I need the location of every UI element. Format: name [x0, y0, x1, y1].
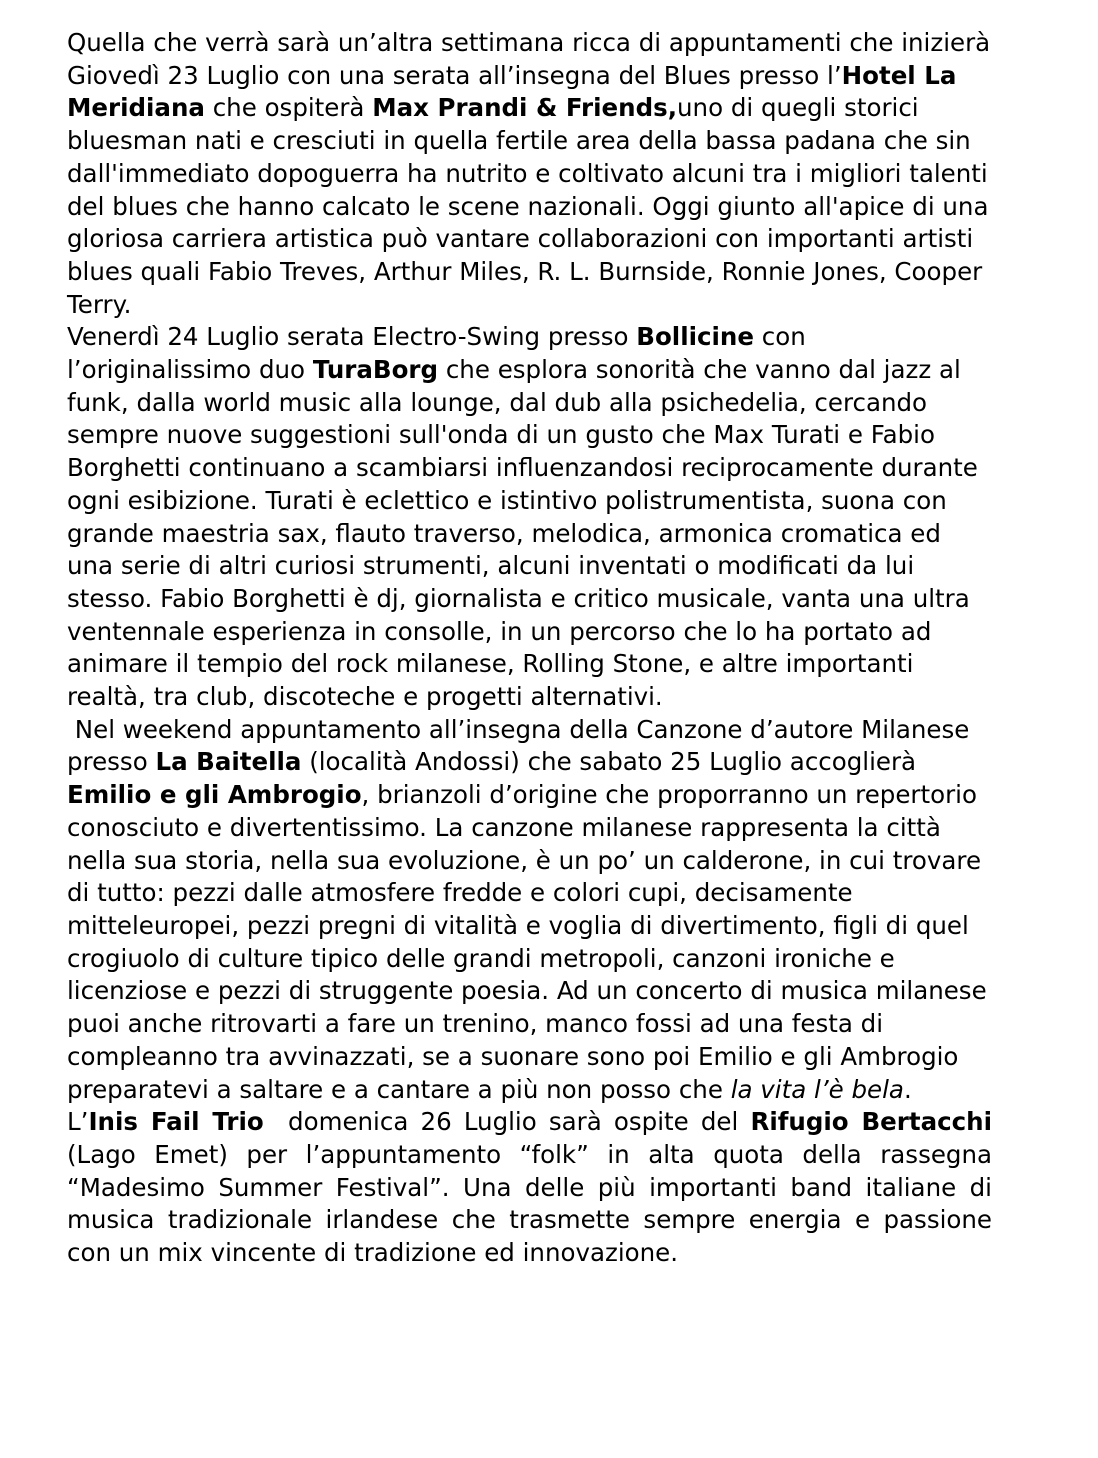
- venue-la-baitella: La Baitella: [155, 747, 302, 777]
- p4-text-1: L’: [67, 1107, 89, 1137]
- p3-text-3: , brianzoli d’origine che proporranno un repertorio conosciuto e divertentissimo. La canzone milanese rappresenta la città nella sua storia, nella sua evoluzione, è un po’ un calderone, in cui trovare di tutto: pezzi dalle atmosfere fredde e colori cupi, decisamente mitteleuropei, pezzi pregni di vitalità e voglia di divertimento, figli di quel crogiuolo di culture tipico delle grandi metropoli, canzoni ironiche e licenziose e pezzi di struggente poesia. Ad un concerto di musica milanese puoi anche ritrovarti a fare un trenino, manco fossi ad una festa di compleanno tra avvinazzati, se a suonare sono poi Emilio e gli Ambrogio preparatevi a saltare e a cantare a più non posso che: [67, 780, 987, 1104]
- p4-text-2: domenica 26 Luglio sarà ospite del: [263, 1107, 751, 1137]
- p2-text-1: Venerdì 24 Luglio serata Electro-Swing presso: [67, 322, 637, 352]
- venue-rifugio-bertacchi: Rifugio Bertacchi: [750, 1107, 992, 1137]
- p2-text-2: con l’originalissimo duo: [67, 322, 806, 385]
- p4-text-3: (Lago Emet) per l’appuntamento “folk” in alta quota della rassegna “Madesimo Summer Festival”. Una delle più importanti band italiane di musica tradizionale irlandese che trasmette sempre energia e passione con un mix vincente di tradizione ed innovazione.: [67, 1139, 992, 1268]
- p1-text-3: uno di quegli storici bluesman nati e cresciuti in quella fertile area della bassa padana che sin dall'immediato dopoguerra ha nutrito e coltivato alcuni tra i migliori talenti del blues che hanno calcato le scene nazionali. Oggi giunto all'apice di una gloriosa carriera artistica può vantare collaborazioni con importanti artisti blues quali Fabio Treves, Arthur Miles, R. L. Burnside, Ronnie Jones, Cooper Terry.: [67, 93, 989, 319]
- venue-hotel-la-meridiana: Hotel La Meridiana: [67, 60, 957, 123]
- paragraph-meridiana: [67, 27, 992, 321]
- artist-turaborg: TuraBorg: [312, 355, 439, 385]
- p3-text-1: Nel weekend appuntamento all’insegna della Canzone d’autore Milanese presso: [67, 714, 970, 777]
- artist-max-prandi: Max Prandi & Friends,: [372, 93, 678, 123]
- article-body: [67, 27, 992, 1270]
- song-quote-la-vita-le-bela: la vita l’è bela: [730, 1074, 904, 1104]
- venue-bollicine: Bollicine: [636, 322, 754, 352]
- paragraph-baitella: [67, 714, 992, 1106]
- p3-text-4: .: [903, 1074, 912, 1104]
- paragraph-bollicine: [67, 321, 992, 713]
- p1-text-2: che ospiterà: [204, 93, 373, 123]
- p3-text-2: (località Andossi) che sabato 25 Luglio accoglierà: [301, 747, 917, 777]
- paragraph-bertacchi: [67, 1106, 992, 1270]
- p2-text-3: che esplora sonorità che vanno dal jazz al funk, dalla world music alla lounge, dal dub alla psichedelia, cercando sempre nuove suggestioni sull'onda di un gusto che Max Turati e Fabio Borghetti continuano a scambiarsi influenzandosi reciprocamente durante ogni esibizione. Turati è eclettico e istintivo polistrumentista, suona con grande maestria sax, flauto traverso, melodica, armonica cromatica ed una serie di altri curiosi strumenti, alcuni inventati o modificati da lui stesso. Fabio Borghetti è dj, giornalista e critico musicale, vanta una ultra ventennale esperienza in consolle, in un percorso che lo ha portato ad animare il tempio del rock milanese, Rolling Stone, e altre importanti realtà, tra club, discoteche e progetti alternativi.: [67, 355, 978, 712]
- artist-emilio-e-gli-ambrogio: Emilio e gli Ambrogio: [67, 780, 362, 810]
- p1-text-1: Quella che verrà sarà un’altra settimana ricca di appuntamenti che inizierà Giovedì 23 Luglio con una serata all’insegna del Blues presso l’: [67, 28, 991, 90]
- artist-inis-fail-trio: Inis Fail Trio: [88, 1107, 264, 1137]
